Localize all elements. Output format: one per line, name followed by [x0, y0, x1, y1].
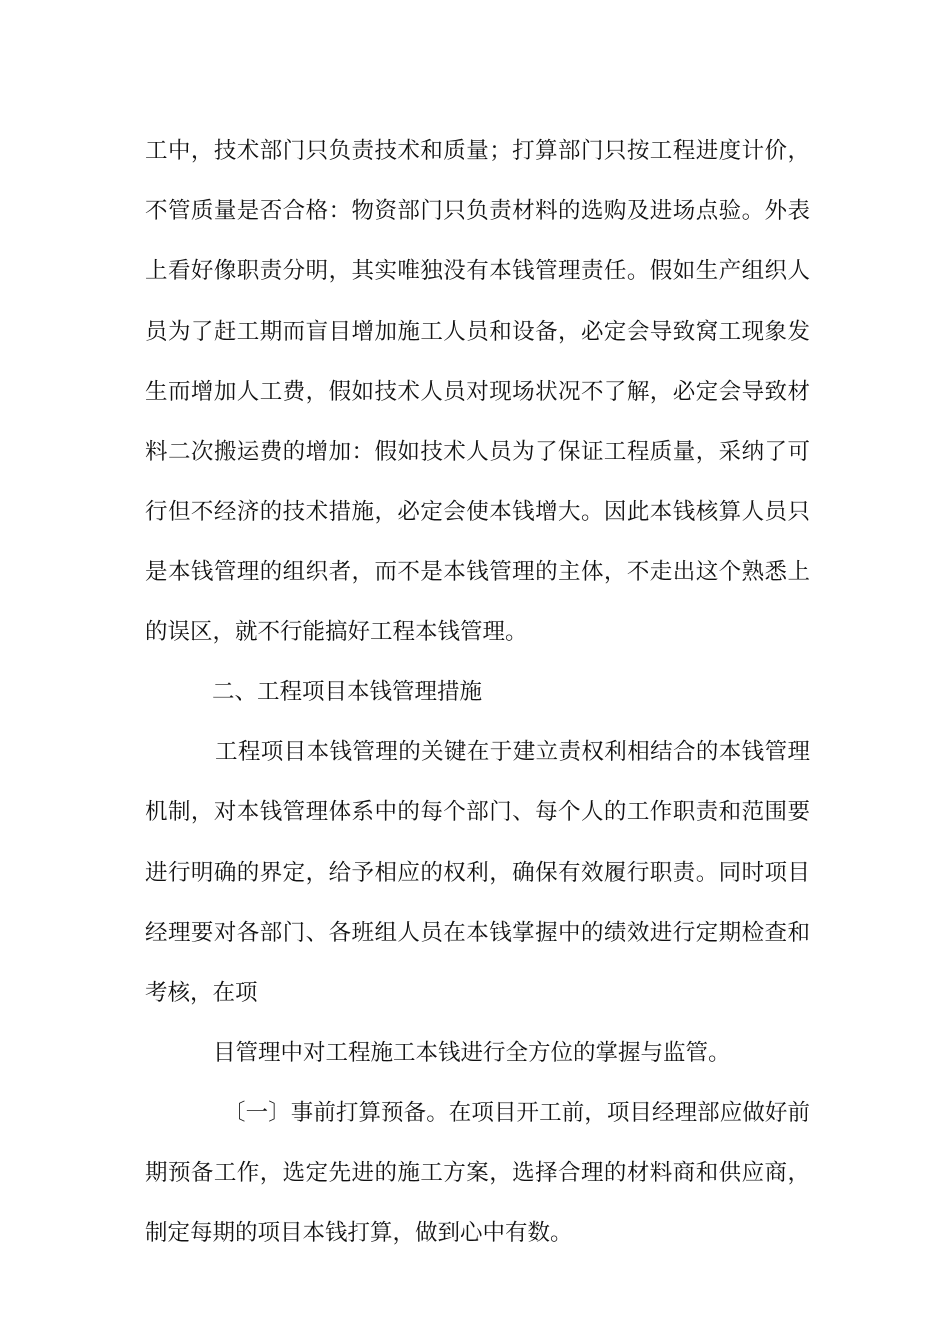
paragraph-first-line: 目管理中对工程施工本钱进行全方位的掌握与监管。: [213, 1040, 731, 1066]
text-line: 机制，对本钱管理体系中的每个部门、每个人的工作职责和范围要: [145, 799, 810, 825]
paragraph-first-line: 工程项目本钱管理的关键在于建立责权利相结合的本钱管理: [215, 739, 810, 765]
text-line: 行但不经济的技术措施，必定会使本钱增大。因此本钱核算人员只: [145, 499, 810, 525]
paragraph-first-line: 〔一〕事前打算预备。在项目开工前，项目经理部应做好前: [223, 1100, 810, 1126]
text-line: 经理要对各部门、各班组人员在本钱掌握中的绩效进行定期检查和: [145, 920, 810, 946]
text-line: 制定每期的项目本钱打算，做到心中有数。: [145, 1220, 573, 1246]
text-line: 期预备工作，选定先进的施工方案，选择合理的材料商和供应商，: [145, 1160, 810, 1186]
text-line: 是本钱管理的组织者，而不是本钱管理的主体，不走出这个熟悉上: [145, 559, 810, 585]
text-line: 料二次搬运费的增加：假如技术人员为了保证工程质量，采纳了可: [145, 439, 810, 465]
text-line: 考核，在项: [145, 980, 258, 1006]
text-line: 工中，技术部门只负责技术和质量；打算部门只按工程进度计价，: [145, 138, 810, 164]
text-line: 进行明确的界定，给予相应的权利，确保有效履行职责。同时项目: [145, 860, 810, 886]
section-heading: 二、工程项目本钱管理措施: [212, 679, 483, 705]
text-line: 不管质量是否合格：物资部门只负责材料的选购及进场点验。外表: [145, 198, 810, 224]
text-line: 上看好像职责分明，其实唯独没有本钱管理责任。假如生产组织人: [145, 258, 810, 284]
text-line: 生而增加人工费，假如技术人员对现场状况不了解，必定会导致材: [145, 379, 810, 405]
text-line: 的误区，就不行能搞好工程本钱管理。: [145, 619, 528, 645]
text-line: 员为了赶工期而盲目增加施工人员和设备，必定会导致窝工现象发: [145, 319, 810, 345]
